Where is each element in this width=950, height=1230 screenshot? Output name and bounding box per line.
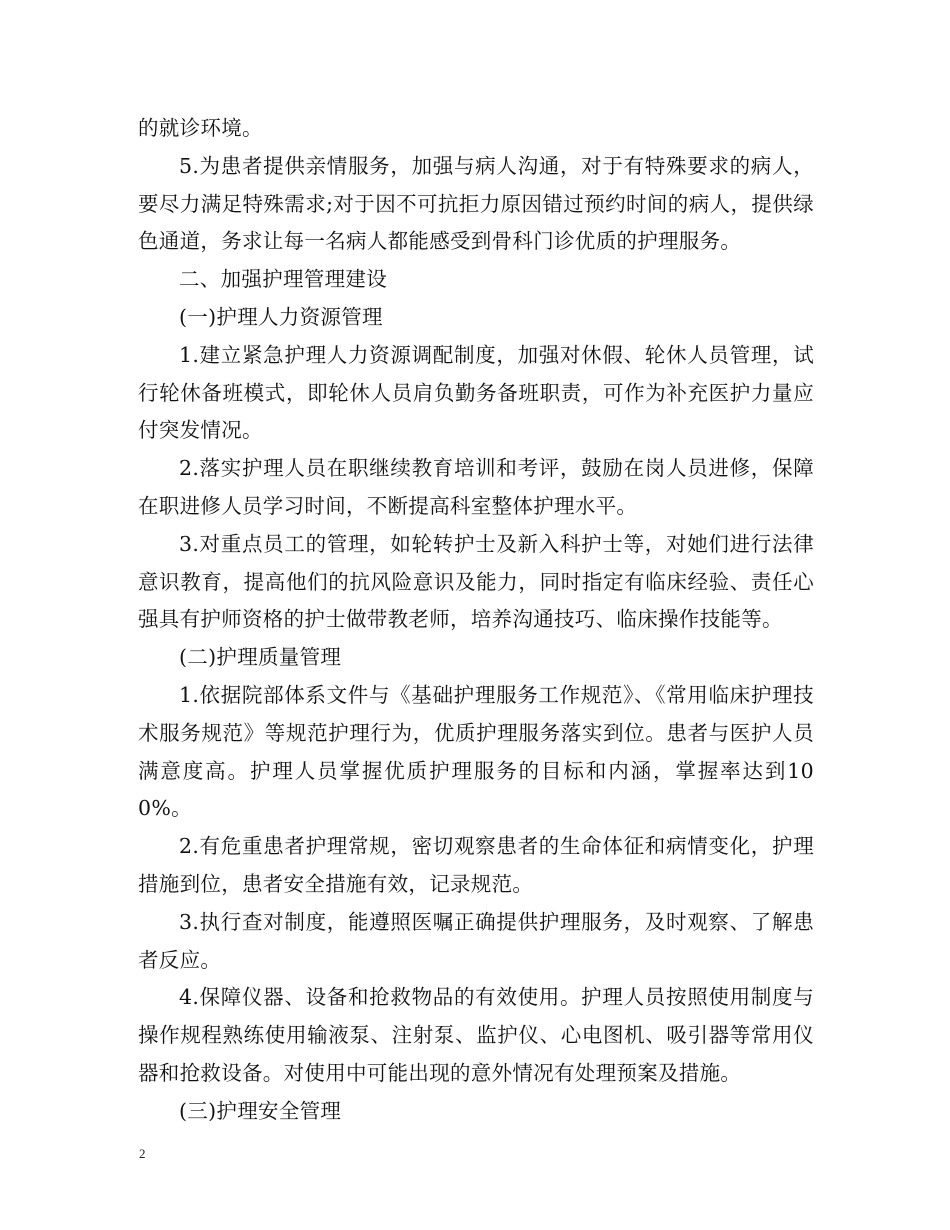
paragraph-hr-item-3: 3.对重点员工的管理，如轮转护士及新入科护士等，对她们进行法律意识教育，提高他们的抗风险意识及能力，同时指定有临床经验、责任心强具有护师资格的护士做带教老师，培养沟通技巧、临床操作技能等。 xyxy=(138,531,814,632)
subsection-heading-quality-management: (二)护理质量管理 xyxy=(179,645,342,670)
paragraph-quality-item-1: 1.依据院部体系文件与《基础护理服务工作规范》、《常用临床护理技术服务规范》等规范护理行为，优质护理服务落实到位。患者与医护人员满意度高。护理人员掌握优质护理服务的目标和内涵，掌握率达到100%。 xyxy=(138,682,814,821)
paragraph-quality-item-3: 3.执行查对制度，能遵照医嘱正确提供护理服务，及时观察、了解患者反应。 xyxy=(138,909,814,972)
paragraph-hr-item-1: 1.建立紧急护理人力资源调配制度，加强对休假、轮休人员管理，试行轮休备班模式，即轮休人员肩负勤务备班职责，可作为补充医护力量应付突发情况。 xyxy=(138,342,814,443)
document-body xyxy=(138,110,814,1131)
section-heading-nursing-management: 二、加强护理管理建设 xyxy=(179,267,387,292)
subsection-heading-safety-management: (三)护理安全管理 xyxy=(179,1098,342,1123)
paragraph-item-5-family-care: 5.为患者提供亲情服务，加强与病人沟通，对于有特殊要求的病人，要尽力满足特殊需求;对于因不可抗拒力原因错过预约时间的病人，提供绿色通道，务求让每一名病人都能感受到骨科门诊优质的护理服务。 xyxy=(138,153,814,254)
page-number: 2 xyxy=(139,1146,146,1161)
paragraph-continuation: 的就诊环境。 xyxy=(138,116,263,140)
subsection-heading-human-resources: (一)护理人力资源管理 xyxy=(179,304,383,329)
paragraph-hr-item-2: 2.落实护理人员在职继续教育培训和考评，鼓励在岗人员进修，保障在职进修人员学习时间，不断提高科室整体护理水平。 xyxy=(138,456,814,518)
paragraph-quality-item-4: 4.保障仪器、设备和抢救物品的有效使用。护理人员按照使用制度与操作规程熟练使用输液泵、注射泵、监护仪、心电图机、吸引器等常用仪器和抢救设备。对使用中可能出现的意外情况有处理预案及措施。 xyxy=(138,985,814,1085)
paragraph-quality-item-2: 2.有危重患者护理常规，密切观察患者的生命体征和病情变化，护理措施到位，患者安全措施有效，记录规范。 xyxy=(138,834,814,896)
